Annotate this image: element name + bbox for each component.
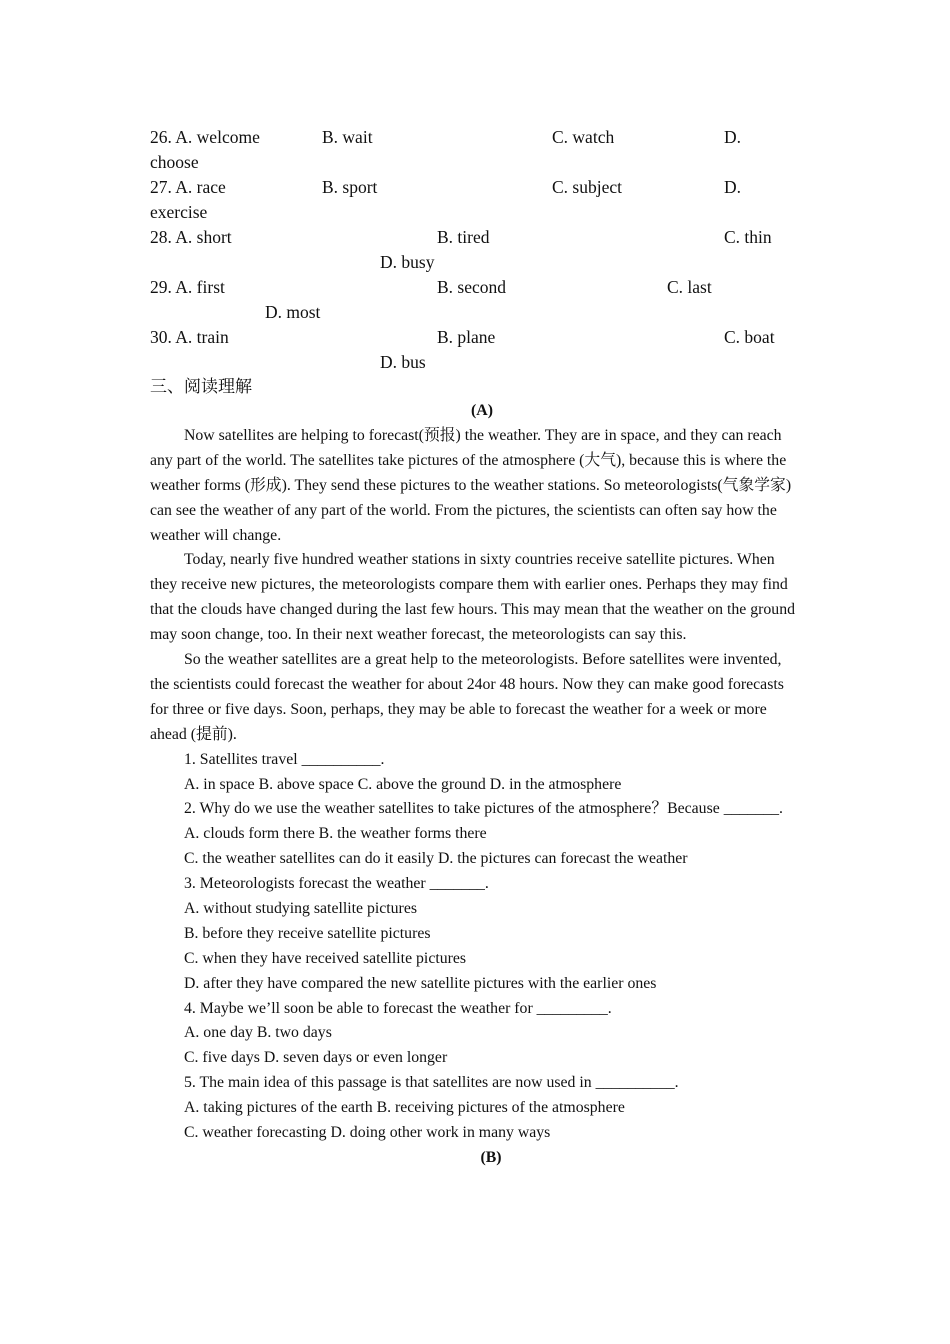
option-26-d-cont: choose (150, 152, 199, 172)
option-30-a: 30. A. train (150, 327, 229, 347)
option-28-d: D. busy (380, 252, 435, 272)
question-1-options: A. in space B. above space C. above the ground D. in the atmosphere (184, 775, 622, 793)
option-30-b: B. plane (437, 327, 496, 347)
option-row-27-cont (150, 200, 810, 225)
question-4-options-cd: C. five days D. seven days or even longer (184, 1049, 448, 1067)
question-5: 5. The main idea of this passage is that satellites are now used in __________. (184, 1074, 679, 1092)
question-2-options-cd: C. the weather satellites can do it easily D. the pictures can forecast the weather (184, 850, 688, 868)
option-row-26 (150, 125, 810, 150)
question-4: 4. Maybe we’ll soon be able to forecast the weather for _________. (184, 999, 612, 1017)
option-27-c: C. subject (552, 177, 622, 197)
option-30-d: D. bus (380, 352, 426, 372)
option-row-28 (150, 225, 810, 250)
option-29-b: B. second (437, 277, 507, 297)
option-26-a: 26. A. welcome (150, 127, 260, 147)
option-row-26-cont (150, 150, 810, 175)
option-28-b: B. tired (437, 227, 490, 247)
option-28-c: C. thin (724, 227, 772, 247)
question-3-option-d: D. after they have compared the new satellite pictures with the earlier ones (184, 974, 657, 992)
cloze-options (150, 125, 810, 375)
passage-b-heading: (B) (480, 1148, 502, 1166)
reading-passage (150, 399, 802, 1171)
option-row-29 (150, 275, 810, 300)
option-27-a: 27. A. race (150, 177, 226, 197)
question-5-options-cd: C. weather forecasting D. doing other work in many ways (184, 1124, 551, 1142)
option-27-d-cont: exercise (150, 202, 208, 222)
question-2-options-ab: A. clouds form there B. the weather forms there (184, 825, 487, 843)
option-28-a: 28. A. short (150, 227, 232, 247)
question-3: 3. Meteorologists forecast the weather _______. (184, 875, 489, 893)
question-3-option-c: C. when they have received satellite pictures (184, 949, 467, 967)
section-title: 三、阅读理解 (150, 377, 252, 397)
option-26-c: C. watch (552, 127, 615, 147)
option-row-30-cont (150, 350, 810, 375)
question-4-options-ab: A. one day B. two days (184, 1024, 332, 1042)
option-26-d: D. (724, 127, 742, 147)
question-3-option-a: A. without studying satellite pictures (184, 900, 417, 918)
option-29-a: 29. A. first (150, 277, 225, 297)
question-5-options-ab: A. taking pictures of the earth B. receiving pictures of the atmosphere (184, 1099, 625, 1117)
option-27-b: B. sport (322, 177, 378, 197)
option-26-b: B. wait (322, 127, 373, 147)
passage-a-paragraph-2: Today, nearly five hundred weather stations in sixty countries receive satellite pictures. When they receive new pictures, the meteorologists compare them with earlier ones. Perhaps they may find that the clouds have changed during the last few hours. This may mean that the weather on the ground may soon change, too. In their next weather forecast, the meteorologists can say this. (150, 551, 796, 644)
question-3-option-b: B. before they receive satellite pictures (184, 924, 431, 942)
option-27-d: D. (724, 177, 742, 197)
option-row-28-cont (150, 250, 810, 275)
option-30-c: C. boat (724, 327, 775, 347)
option-row-29-cont (150, 300, 810, 325)
option-row-30 (150, 325, 810, 350)
passage-a-paragraph-1: Now satellites are helping to forecast(预报) the weather. They are in space, and they can reach any part of the world. The satellites take pictures of the atmosphere (大气), because this is where the weather forms (形成). They send these pictures to the weather stations. So meteorologists(气象学家) can see the weather of any part of the world. From the pictures, the scientists can often say how the weather will change. (150, 426, 792, 544)
option-row-27 (150, 175, 810, 200)
option-29-c: C. last (667, 277, 712, 297)
question-1: 1. Satellites travel __________. (184, 750, 385, 768)
passage-a-paragraph-3: So the weather satellites are a great help to the meteorologists. Before satellites were invented, the scientists could forecast the weather for about 24or 48 hours. Now they can make good forecasts for three or five days. Soon, perhaps, they may be able to forecast the weather for a week or more ahead (提前). (150, 651, 784, 743)
question-2: 2. Why do we use the weather satellites to take pictures of the atmosphere？Because _______. (184, 800, 783, 818)
option-29-d: D. most (265, 302, 321, 322)
passage-a-heading: (A) (471, 402, 493, 419)
